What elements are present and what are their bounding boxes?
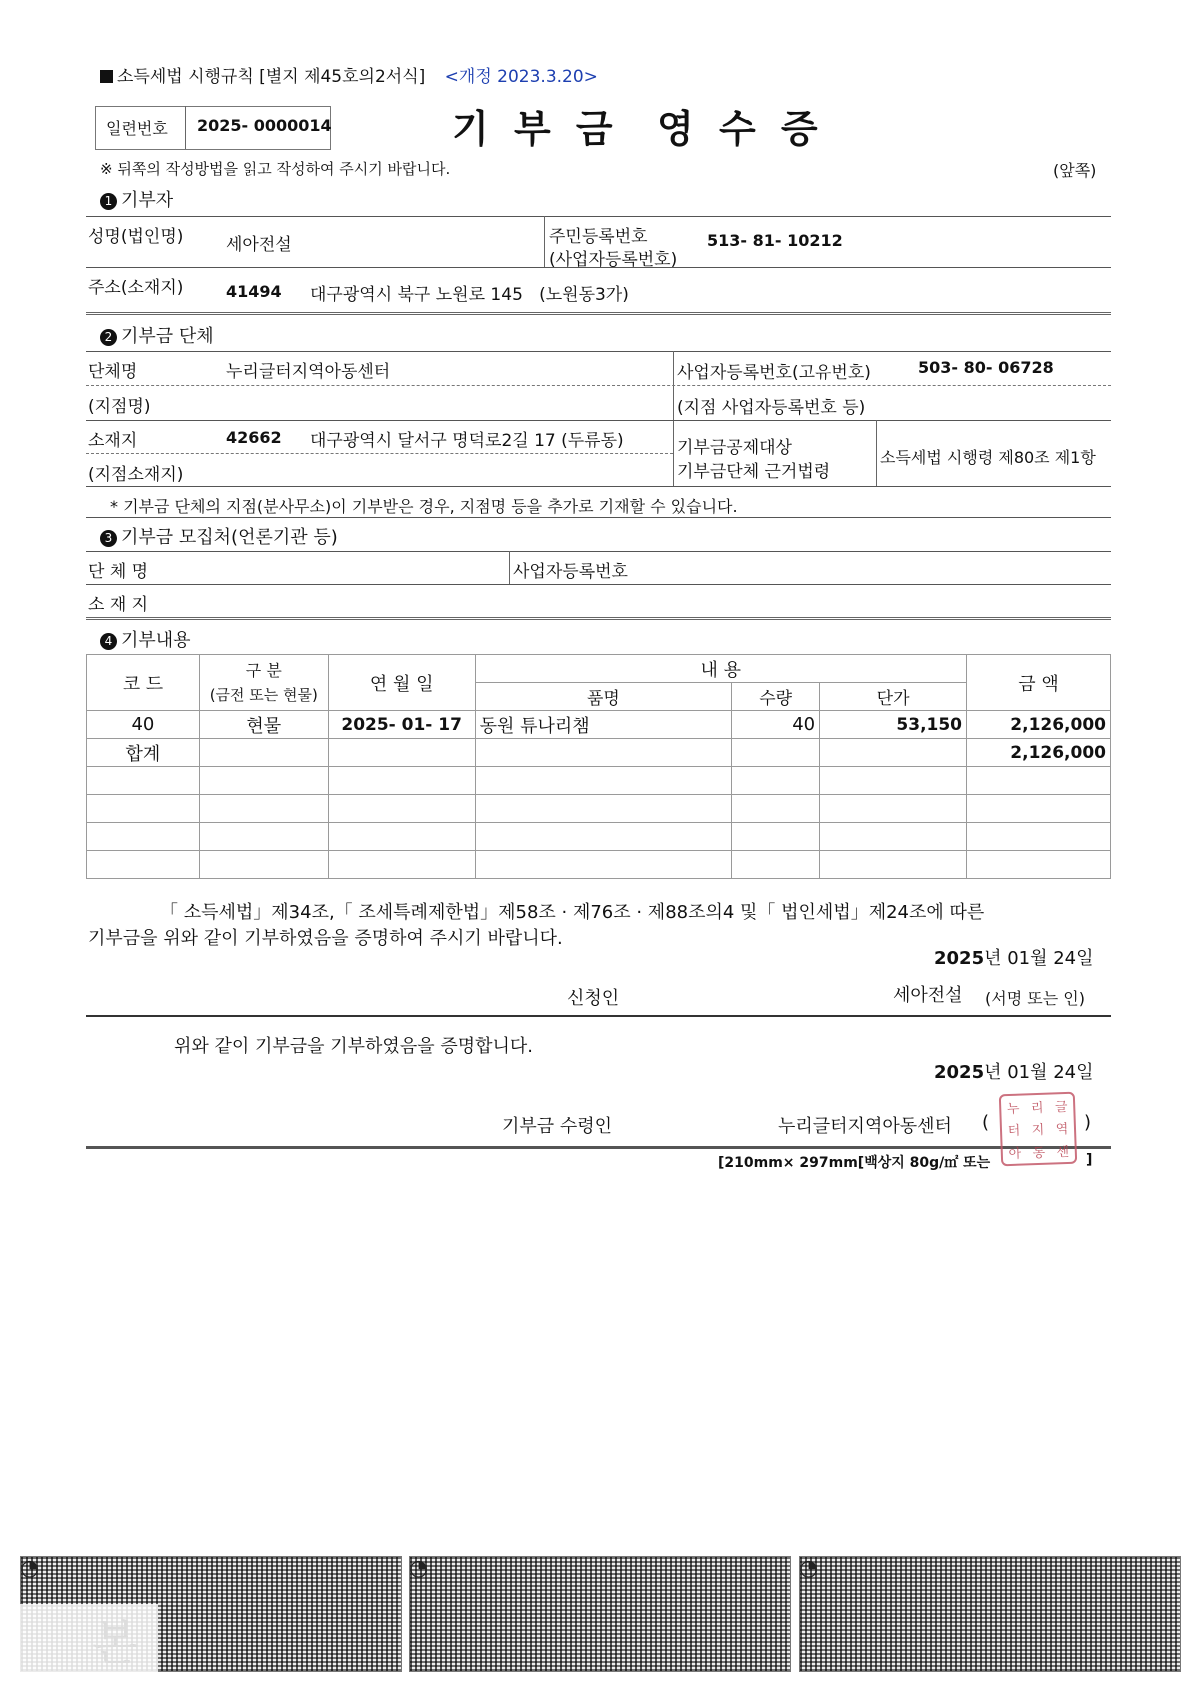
2d-barcode-3 (799, 1556, 1181, 1672)
recipient-name: 누리글터지역아동센터 (778, 1116, 952, 1137)
rule (86, 351, 1111, 352)
row-item: 동원 튜나리챔 (475, 711, 732, 739)
paper-spec: [210mm× 297mm[백상지 80g/㎡ 또는 (718, 1155, 991, 1171)
applicant-label: 신청인 (567, 988, 620, 1009)
table-row (87, 711, 1111, 739)
recipient-label: 기부금 수령인 (502, 1116, 613, 1137)
header-item: 품명 (475, 683, 732, 711)
divider (185, 106, 186, 149)
header-amount: 금 액 (967, 655, 1111, 711)
certify-date: 2025년 01월 24일 (934, 948, 1094, 969)
receipt-text: 위와 같이 기부금을 기부하였음을 증명합니다. (174, 1036, 533, 1057)
page-title: 기 부 금 영 수 증 (452, 107, 824, 151)
paper-spec-close: ] (1086, 1152, 1093, 1168)
donation-table (86, 654, 1111, 879)
serial-number: 2025- 0000014 (197, 116, 332, 135)
donor-address-label: 주소(소재지) (88, 278, 184, 298)
law-label-1: 기부금공제대상 (677, 438, 792, 458)
form-reference (100, 62, 598, 87)
divider (876, 420, 877, 486)
header-content: 내 용 (475, 655, 966, 683)
collector-bizno-label: 사업자등록번호 (513, 562, 628, 582)
empty-row (87, 795, 1111, 823)
org-name-label: 단체명 (88, 362, 138, 382)
law-label-2: 기부금단체 근거법령 (677, 462, 831, 482)
rule (86, 1146, 1111, 1149)
form-ref-text: 소득세법 시행규칙 [별지 제45호의2서식] (117, 67, 426, 87)
front-side-label: (앞쪽) (1053, 161, 1097, 180)
serial-label: 일련번호 (106, 119, 168, 138)
rule (86, 1015, 1111, 1017)
header-qty: 수량 (732, 683, 820, 711)
collector-name-label: 단 체 명 (88, 562, 149, 582)
reg-number-label: 주민등록번호 (549, 227, 648, 247)
branch-location-label: (지점소재지) (88, 465, 184, 485)
rule (86, 486, 1111, 487)
donor-zip: 41494 (226, 282, 282, 301)
sign-hint: (서명 또는 인) (985, 989, 1085, 1008)
number-4-icon: 4 (100, 633, 117, 650)
donor-name-label: 성명(법인명) (88, 227, 184, 247)
barcode-corner-icon: ◔ (20, 1556, 40, 1581)
collector-location-label: 소 재 지 (88, 595, 149, 615)
row-type: 현물 (199, 711, 328, 739)
official-seal-stamp: 누 리 글 터 지 역 아 동 센 (999, 1092, 1077, 1167)
rule (86, 385, 1111, 386)
divider (509, 551, 510, 584)
donor-reg-number: 513- 81- 10212 (707, 231, 843, 250)
branch-name-label: (지점명) (88, 397, 151, 417)
donor-name: 세아전설 (226, 235, 292, 255)
header-date: 연 월 일 (328, 655, 475, 711)
number-1-icon: 1 (100, 193, 117, 210)
row-date: 2025- 01- 17 (328, 711, 475, 739)
number-3-icon: 3 (100, 530, 117, 547)
rule (86, 312, 1111, 315)
barcode-corner-icon: ◔ (409, 1556, 429, 1581)
certify-text-1: 「 소득세법」제34조,「 조세특례제한법」제58조 · 제76조 · 제88조의4 및「 법인세법」제24조에 따른 (160, 902, 985, 923)
section2-title: 2 기부금 단체 (100, 322, 214, 348)
square-bullet-icon (100, 70, 113, 83)
revision-date: <개정 2023.3.20> (444, 67, 598, 87)
section1-title: 1 기부자 (100, 186, 173, 212)
section3-title: 3 기부금 모집처(언론기관 등) (100, 523, 338, 549)
barcode-corner-icon: ◔ (799, 1556, 819, 1581)
writing-notice: ※ 뒤쪽의 작성방법을 읽고 작성하여 주시기 바랍니다. (100, 160, 451, 178)
divider (544, 216, 545, 267)
branch-note: * 기부금 단체의 지점(분사무소)이 기부받은 경우, 지점명 등을 추가로 기재할 수 있습니다. (110, 497, 738, 516)
seal-paren-close: ) (1084, 1112, 1092, 1133)
applicant-name: 세아전설 (893, 985, 963, 1006)
org-bizno: 503- 80- 06728 (918, 358, 1054, 377)
total-label: 합계 (87, 739, 200, 767)
rule (86, 517, 1111, 518)
rule (86, 420, 1111, 421)
org-zip: 42662 (226, 428, 282, 447)
number-2-icon: 2 (100, 329, 117, 346)
header-type: 구 분 (금전 또는 현물) (199, 655, 328, 711)
rule (86, 617, 1111, 620)
rule (86, 584, 1111, 585)
donor-address: 대구광역시 북구 노원로 145 (노원동3가) (310, 285, 629, 305)
header-unit-price: 단가 (820, 683, 967, 711)
law-basis: 소득세법 시행령 제80조 제1항 (880, 448, 1096, 467)
row-amount: 2,126,000 (967, 711, 1111, 739)
branch-bizno-label: (지점 사업자등록번호 등) (677, 398, 866, 418)
header-code: 코 드 (87, 655, 200, 711)
2d-barcode-2 (409, 1556, 791, 1672)
receipt-date: 2025년 01월 24일 (934, 1062, 1094, 1083)
org-name: 누리글터지역아동센터 (226, 362, 391, 382)
empty-row (87, 851, 1111, 879)
row-code: 40 (87, 711, 200, 739)
original-watermark: 본 (92, 1615, 139, 1671)
org-bizno-label: 사업자등록번호(고유번호) (677, 363, 871, 383)
total-amount: 2,126,000 (967, 739, 1111, 767)
biz-reg-number-label: (사업자등록번호) (549, 250, 678, 270)
org-location-label: 소재지 (88, 431, 138, 451)
rule (86, 453, 673, 454)
row-unit-price: 53,150 (820, 711, 967, 739)
section4-title: 4 기부내용 (100, 626, 191, 652)
divider (673, 351, 674, 486)
rule (86, 216, 1111, 217)
empty-row (87, 767, 1111, 795)
row-qty: 40 (732, 711, 820, 739)
total-row (87, 739, 1111, 767)
empty-row (87, 823, 1111, 851)
seal-paren-open: ( (982, 1112, 990, 1133)
rule (86, 551, 1111, 552)
certify-text-2: 기부금을 위와 같이 기부하였음을 증명하여 주시기 바랍니다. (88, 928, 563, 949)
org-address: 대구광역시 달서구 명덕로2길 17 (두류동) (310, 431, 624, 451)
rule (86, 267, 1111, 268)
